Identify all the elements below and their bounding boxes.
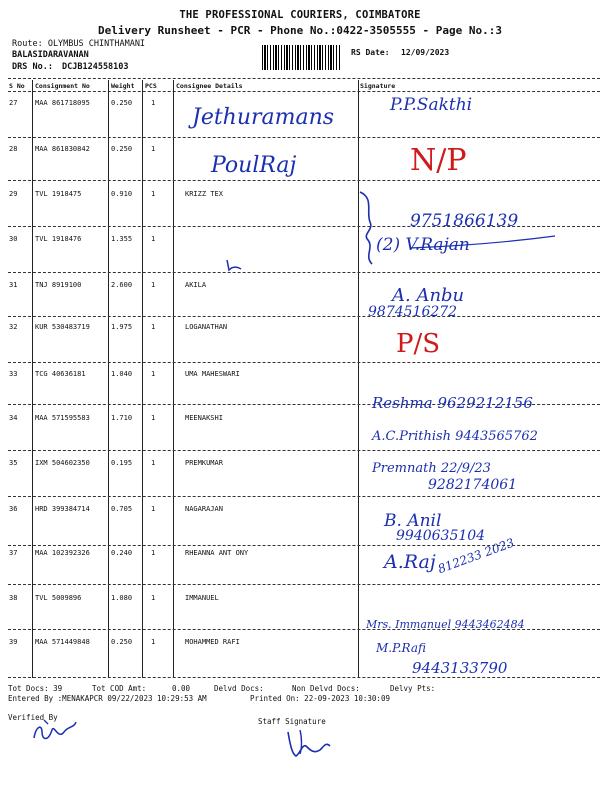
pcs-cell: 1 xyxy=(151,190,156,198)
weight-cell: 0.195 xyxy=(111,459,133,467)
row-divider xyxy=(8,629,600,630)
handwritten-signature: A. Anbu xyxy=(392,285,465,306)
branch-staff: BALASIDARAVANAN xyxy=(12,50,89,60)
document-title: THE PROFESSIONAL COURIERS, COIMBATORE xyxy=(179,9,421,21)
weight-cell: 0.250 xyxy=(111,145,133,153)
handwritten-signature: N/P xyxy=(410,143,467,178)
handwritten-signature: Mrs. Immanuel 9443462484 xyxy=(366,618,525,631)
pcs-cell: 1 xyxy=(151,638,156,646)
weight-cell: 0.910 xyxy=(111,190,133,198)
column-header-weight: Weight xyxy=(111,82,135,90)
handwritten-signature: Reshma 9629212156 xyxy=(372,394,533,412)
row-divider xyxy=(8,450,600,451)
consignee-cell: IMMANUEL xyxy=(185,594,219,602)
handwritten-extra: 812233 2023 xyxy=(436,535,517,577)
consignment-cell: TCG 40636181 xyxy=(35,370,86,378)
sno-cell: 30 xyxy=(9,235,18,243)
weight-cell: 0.240 xyxy=(111,549,133,557)
column-header-pcs: PCS xyxy=(145,82,157,90)
consignee-cell: LOGANATHAN xyxy=(185,323,228,331)
consignee-cell: NAGARAJAN xyxy=(185,505,223,513)
delivery-points: Delvy Pts: xyxy=(390,684,436,693)
handwritten-signature: (2) V.Rajan xyxy=(376,235,470,255)
consignee-cell: RHEANNA ANT ONY xyxy=(185,549,249,557)
consignment-cell: TVL 1918476 xyxy=(35,235,82,243)
handwritten-extra: A.C.Prithish 9443565762 xyxy=(372,429,538,444)
handwritten-consignee: Jethuramans xyxy=(192,105,335,130)
handwritten-signature: P/S xyxy=(396,329,441,359)
sno-cell: 36 xyxy=(9,505,18,513)
non-delivered-docs: Non Delvd Docs: xyxy=(292,684,360,693)
staff-signature-label: Staff Signature xyxy=(258,717,326,726)
pcs-cell: 1 xyxy=(151,549,156,557)
handwritten-phone: 9443133790 xyxy=(412,659,508,677)
printed-on: Printed On: 22-09-2023 10:30:09 xyxy=(250,694,390,703)
entered-by: Entered By :MENAKAPCR 09/22/2023 10:29:53 AM xyxy=(8,694,207,703)
row-divider xyxy=(8,180,600,181)
column-header-signature: Signature xyxy=(360,82,396,90)
sno-cell: 39 xyxy=(9,638,18,646)
consignment-cell: HRD 399384714 xyxy=(35,505,90,513)
table-row xyxy=(0,638,600,682)
sno-cell: 27 xyxy=(9,99,18,107)
pcs-cell: 1 xyxy=(151,370,156,378)
row-divider xyxy=(8,362,600,363)
consignment-cell: MAA 861718095 xyxy=(35,99,90,107)
drs-label: DRS No.: xyxy=(12,62,53,72)
column-header-consignment: Consignment No xyxy=(35,82,90,90)
weight-cell: 1.080 xyxy=(111,594,133,602)
weight-cell: 1.355 xyxy=(111,235,133,243)
table-row xyxy=(0,323,600,367)
pcs-cell: 1 xyxy=(151,414,156,422)
consignment-cell: TVL 5009896 xyxy=(35,594,82,602)
consignment-cell: IXM 504602350 xyxy=(35,459,90,467)
table-row xyxy=(0,594,600,638)
weight-cell: 0.705 xyxy=(111,505,133,513)
pcs-cell: 1 xyxy=(151,235,156,243)
sno-cell: 34 xyxy=(9,414,18,422)
route-label: Route: OLYMBUS CHINTHAMANI xyxy=(12,39,146,49)
rs-date-value: 12/09/2023 xyxy=(401,48,450,57)
consignment-cell: MAA 861830842 xyxy=(35,145,90,153)
weight-cell: 0.250 xyxy=(111,99,133,107)
weight-cell: 1.710 xyxy=(111,414,133,422)
consignee-cell: MEENAKSHI xyxy=(185,414,223,422)
sno-cell: 33 xyxy=(9,370,18,378)
handwritten-signature: 9751866139 xyxy=(410,211,519,231)
pcs-cell: 1 xyxy=(151,99,156,107)
drs-number: DCJB124558103 xyxy=(62,62,129,72)
verified-by-label: Verified By xyxy=(8,713,58,722)
table-row xyxy=(0,394,600,458)
consignment-cell: MAA 571449848 xyxy=(35,638,90,646)
total-cod-label: Tot COD Amt: xyxy=(92,684,147,693)
sno-cell: 35 xyxy=(9,459,18,467)
handwritten-phone: 9282174061 xyxy=(428,477,518,493)
consignment-cell: TNJ 8919100 xyxy=(35,281,82,289)
sno-cell: 38 xyxy=(9,594,18,602)
consignee-cell: MOHAMMED RAFI xyxy=(185,638,240,646)
pcs-cell: 1 xyxy=(151,145,156,153)
barcode xyxy=(262,45,340,70)
table-row xyxy=(0,145,600,189)
total-docs: Tot Docs: 39 xyxy=(8,684,63,693)
row-divider xyxy=(8,137,600,138)
consignment-cell: MAA 102392326 xyxy=(35,549,90,557)
consignee-cell: AKILA xyxy=(185,281,207,289)
pcs-cell: 1 xyxy=(151,323,156,331)
header-top-divider xyxy=(8,78,600,79)
total-cod-amount: 0.00 xyxy=(172,684,191,693)
delivered-docs: Delvd Docs: xyxy=(214,684,264,693)
handwritten-phone: 9940635104 xyxy=(396,528,486,544)
handwritten-signature: M.P.Rafi xyxy=(376,641,427,655)
handwritten-signature: B. Anil xyxy=(384,511,442,531)
handwritten-phone: 9874516272 xyxy=(368,304,458,320)
consignment-cell: MAA 571595583 xyxy=(35,414,90,422)
handwritten-signature: A.Raj xyxy=(384,551,436,573)
row-divider xyxy=(8,496,600,497)
pcs-cell: 1 xyxy=(151,594,156,602)
column-header-sno: S No xyxy=(9,82,25,90)
sno-cell: 31 xyxy=(9,281,18,289)
table-row xyxy=(0,281,600,325)
pcs-cell: 1 xyxy=(151,281,156,289)
sno-cell: 28 xyxy=(9,145,18,153)
weight-cell: 1.975 xyxy=(111,323,133,331)
row-divider xyxy=(8,272,600,273)
header-bottom-divider xyxy=(8,91,600,92)
weight-cell: 2.600 xyxy=(111,281,133,289)
staff-signature-mark xyxy=(284,728,332,760)
pcs-cell: 1 xyxy=(151,505,156,513)
document-subtitle: Delivery Runsheet - PCR - Phone No.:0422-3505555 - Page No.:3 xyxy=(98,24,502,37)
consignee-cell: KRIZZ TEX xyxy=(185,190,223,198)
consignment-cell: KUR 530483719 xyxy=(35,323,90,331)
pcs-cell: 1 xyxy=(151,459,156,467)
consignee-cell: PREMKUMAR xyxy=(185,459,223,467)
row-divider xyxy=(8,677,600,678)
sno-cell: 37 xyxy=(9,549,18,557)
column-header-consignee: Consignee Details xyxy=(176,82,243,90)
ink-bracket-scribble xyxy=(350,190,560,270)
row-divider xyxy=(8,316,600,317)
handwritten-signature: Premnath 22/9/23 xyxy=(372,461,491,476)
handwritten-consignee: PoulRaj xyxy=(211,153,297,178)
weight-cell: 1.040 xyxy=(111,370,133,378)
consignee-cell: UMA MAHESWARI xyxy=(185,370,240,378)
rs-date-label: RS Date: xyxy=(351,48,390,57)
handwritten-signature: P.P.Sakthi xyxy=(390,95,473,115)
sno-cell: 29 xyxy=(9,190,18,198)
row-divider xyxy=(8,584,600,585)
verified-signature-mark xyxy=(30,718,80,748)
consignment-cell: TVL 1918475 xyxy=(35,190,82,198)
weight-cell: 0.250 xyxy=(111,638,133,646)
sno-cell: 32 xyxy=(9,323,18,331)
